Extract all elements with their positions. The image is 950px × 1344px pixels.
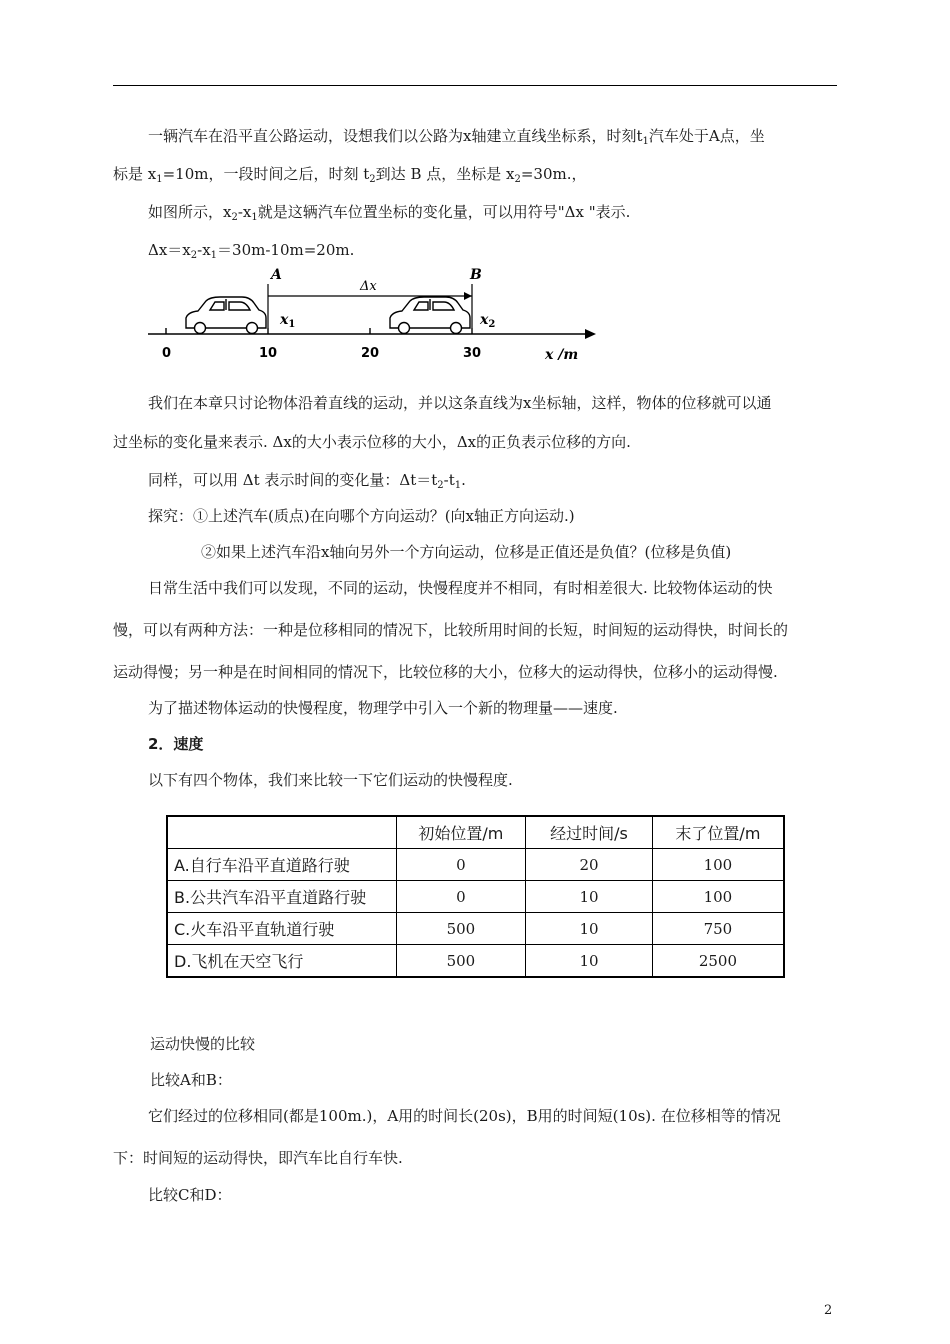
- table-cell: 500: [396, 945, 526, 978]
- paragraph-13-line-2: 下：时间短的运动得快，即汽车比自行车快.: [113, 1149, 403, 1167]
- paragraph-4-line-1: 我们在本章只讨论物体沿着直线的运动，并以这条直线为x坐标轴，这样，物体的位移就可以通: [148, 394, 772, 412]
- car-A-icon: [186, 297, 266, 334]
- label-delta-x: Δx: [360, 279, 377, 294]
- page-number: 2: [824, 1303, 833, 1318]
- table-cell: 0: [396, 849, 526, 881]
- paragraph-7-explore: ②如果上述汽车沿x轴向另外一个方向运动，位移是正值还是负值？(位移是负值): [201, 543, 732, 561]
- table-cell: 10: [526, 881, 653, 913]
- table-row: [167, 849, 784, 881]
- displacement-diagram: [140, 262, 610, 372]
- label-B: B: [470, 267, 482, 283]
- table-cell: 750: [652, 913, 784, 945]
- table-cell: 0: [396, 881, 526, 913]
- paragraph-5: 同样，可以用 Δt 表示时间的变化量：$\Delta t=t_2-t_1$.: [148, 471, 466, 491]
- label-A: A: [271, 267, 282, 283]
- paragraph-8-line-3: 运动得慢；另一种是在时间相同的情况下，比较位移的大小，位移大的运动得快，位移小的运动得慢.: [113, 663, 778, 681]
- table-row: [167, 881, 784, 913]
- table-cell: C.火车沿平直轨道行驶: [167, 913, 396, 945]
- table-header-cell: 初始位置/m: [396, 816, 526, 849]
- table-row: [167, 913, 784, 945]
- label-x2: $x_2$: [480, 312, 496, 330]
- header-rule: [113, 85, 837, 86]
- paragraph-9: 为了描述物体运动的快慢程度，物理学中引入一个新的物理量——速度.: [148, 699, 618, 717]
- paragraph-4-line-2: 过坐标的变化量来表示. Δx的大小表示位移的大小，Δx的正负表示位移的方向.: [113, 433, 631, 451]
- table-cell: 10: [526, 945, 653, 978]
- table-cell: 10: [526, 913, 653, 945]
- paragraph-1-line-1: 一辆汽车在沿平直公路运动，设想我们以公路为x轴建立直线坐标系，时刻$t_1$汽车处于A点，坐: [148, 127, 765, 147]
- table-cell: 100: [652, 881, 784, 913]
- paragraph-11: 运动快慢的比较: [150, 1035, 256, 1053]
- tick-label-10: 10: [259, 346, 278, 361]
- table-cell: 500: [396, 913, 526, 945]
- paragraph-13-line-1: 它们经过的位移相同(都是100m.)，A用的时间长(20s)，B用的时间短(10s). 在位移相等的情况: [148, 1107, 781, 1125]
- table-header-cell: 经过时间/s: [526, 816, 653, 849]
- table-cell: 2500: [652, 945, 784, 978]
- table-cell: 100: [652, 849, 784, 881]
- table-cell: A.自行车沿平直道路行驶: [167, 849, 396, 881]
- paragraph-6-explore: 探究：①上述汽车(质点)在向哪个方向运动？(向x轴正方向运动.): [148, 507, 575, 525]
- table-header-cell: [167, 816, 396, 849]
- section-heading-speed: 2．速度: [148, 735, 204, 753]
- paragraph-1-line-2: 标是 $x_1=10m$，一段时间之后，时刻 $t_2$到达 B 点，坐标是 $x_2=30m$.，: [113, 165, 587, 185]
- paragraph-8-line-2: 慢，可以有两种方法：一种是位移相同的情况下，比较所用时间的长短，时间短的运动得快，时间长的: [113, 621, 789, 639]
- paragraph-10: 以下有四个物体，我们来比较一下它们运动的快慢程度.: [148, 771, 513, 789]
- car-B-icon: [390, 297, 470, 334]
- tick-label-20: 20: [361, 346, 380, 361]
- paragraph-14: 比较C和D：: [148, 1186, 232, 1204]
- tick-label-30: 30: [463, 346, 482, 361]
- x-axis-arrow: [585, 329, 596, 339]
- paragraph-2: 如图所示，$x_2-x_1$就是这辆汽车位置坐标的变化量，可以用符号"Δx "表示.: [148, 203, 631, 223]
- table-row: [167, 945, 784, 978]
- tick-label-0: 0: [162, 346, 172, 361]
- table-cell: 20: [526, 849, 653, 881]
- table-header-row: [167, 816, 784, 849]
- delta-x-arrow: [464, 292, 472, 300]
- paragraph-12: 比较A和B：: [150, 1071, 232, 1089]
- speed-comparison-table: [166, 815, 785, 978]
- label-x1: $x_1$: [280, 312, 296, 330]
- axis-label: x /m: [545, 347, 579, 363]
- table-cell: D.飞机在天空飞行: [167, 945, 396, 978]
- table-header-cell: 末了位置/m: [652, 816, 784, 849]
- table-cell: B.公共汽车沿平直道路行驶: [167, 881, 396, 913]
- paragraph-3-equation: $\Delta x=x_2-x_1=30m-10m=20m$.: [148, 241, 355, 261]
- paragraph-8-line-1: 日常生活中我们可以发现，不同的运动，快慢程度并不相同，有时相差很大. 比较物体运动的快: [148, 579, 773, 597]
